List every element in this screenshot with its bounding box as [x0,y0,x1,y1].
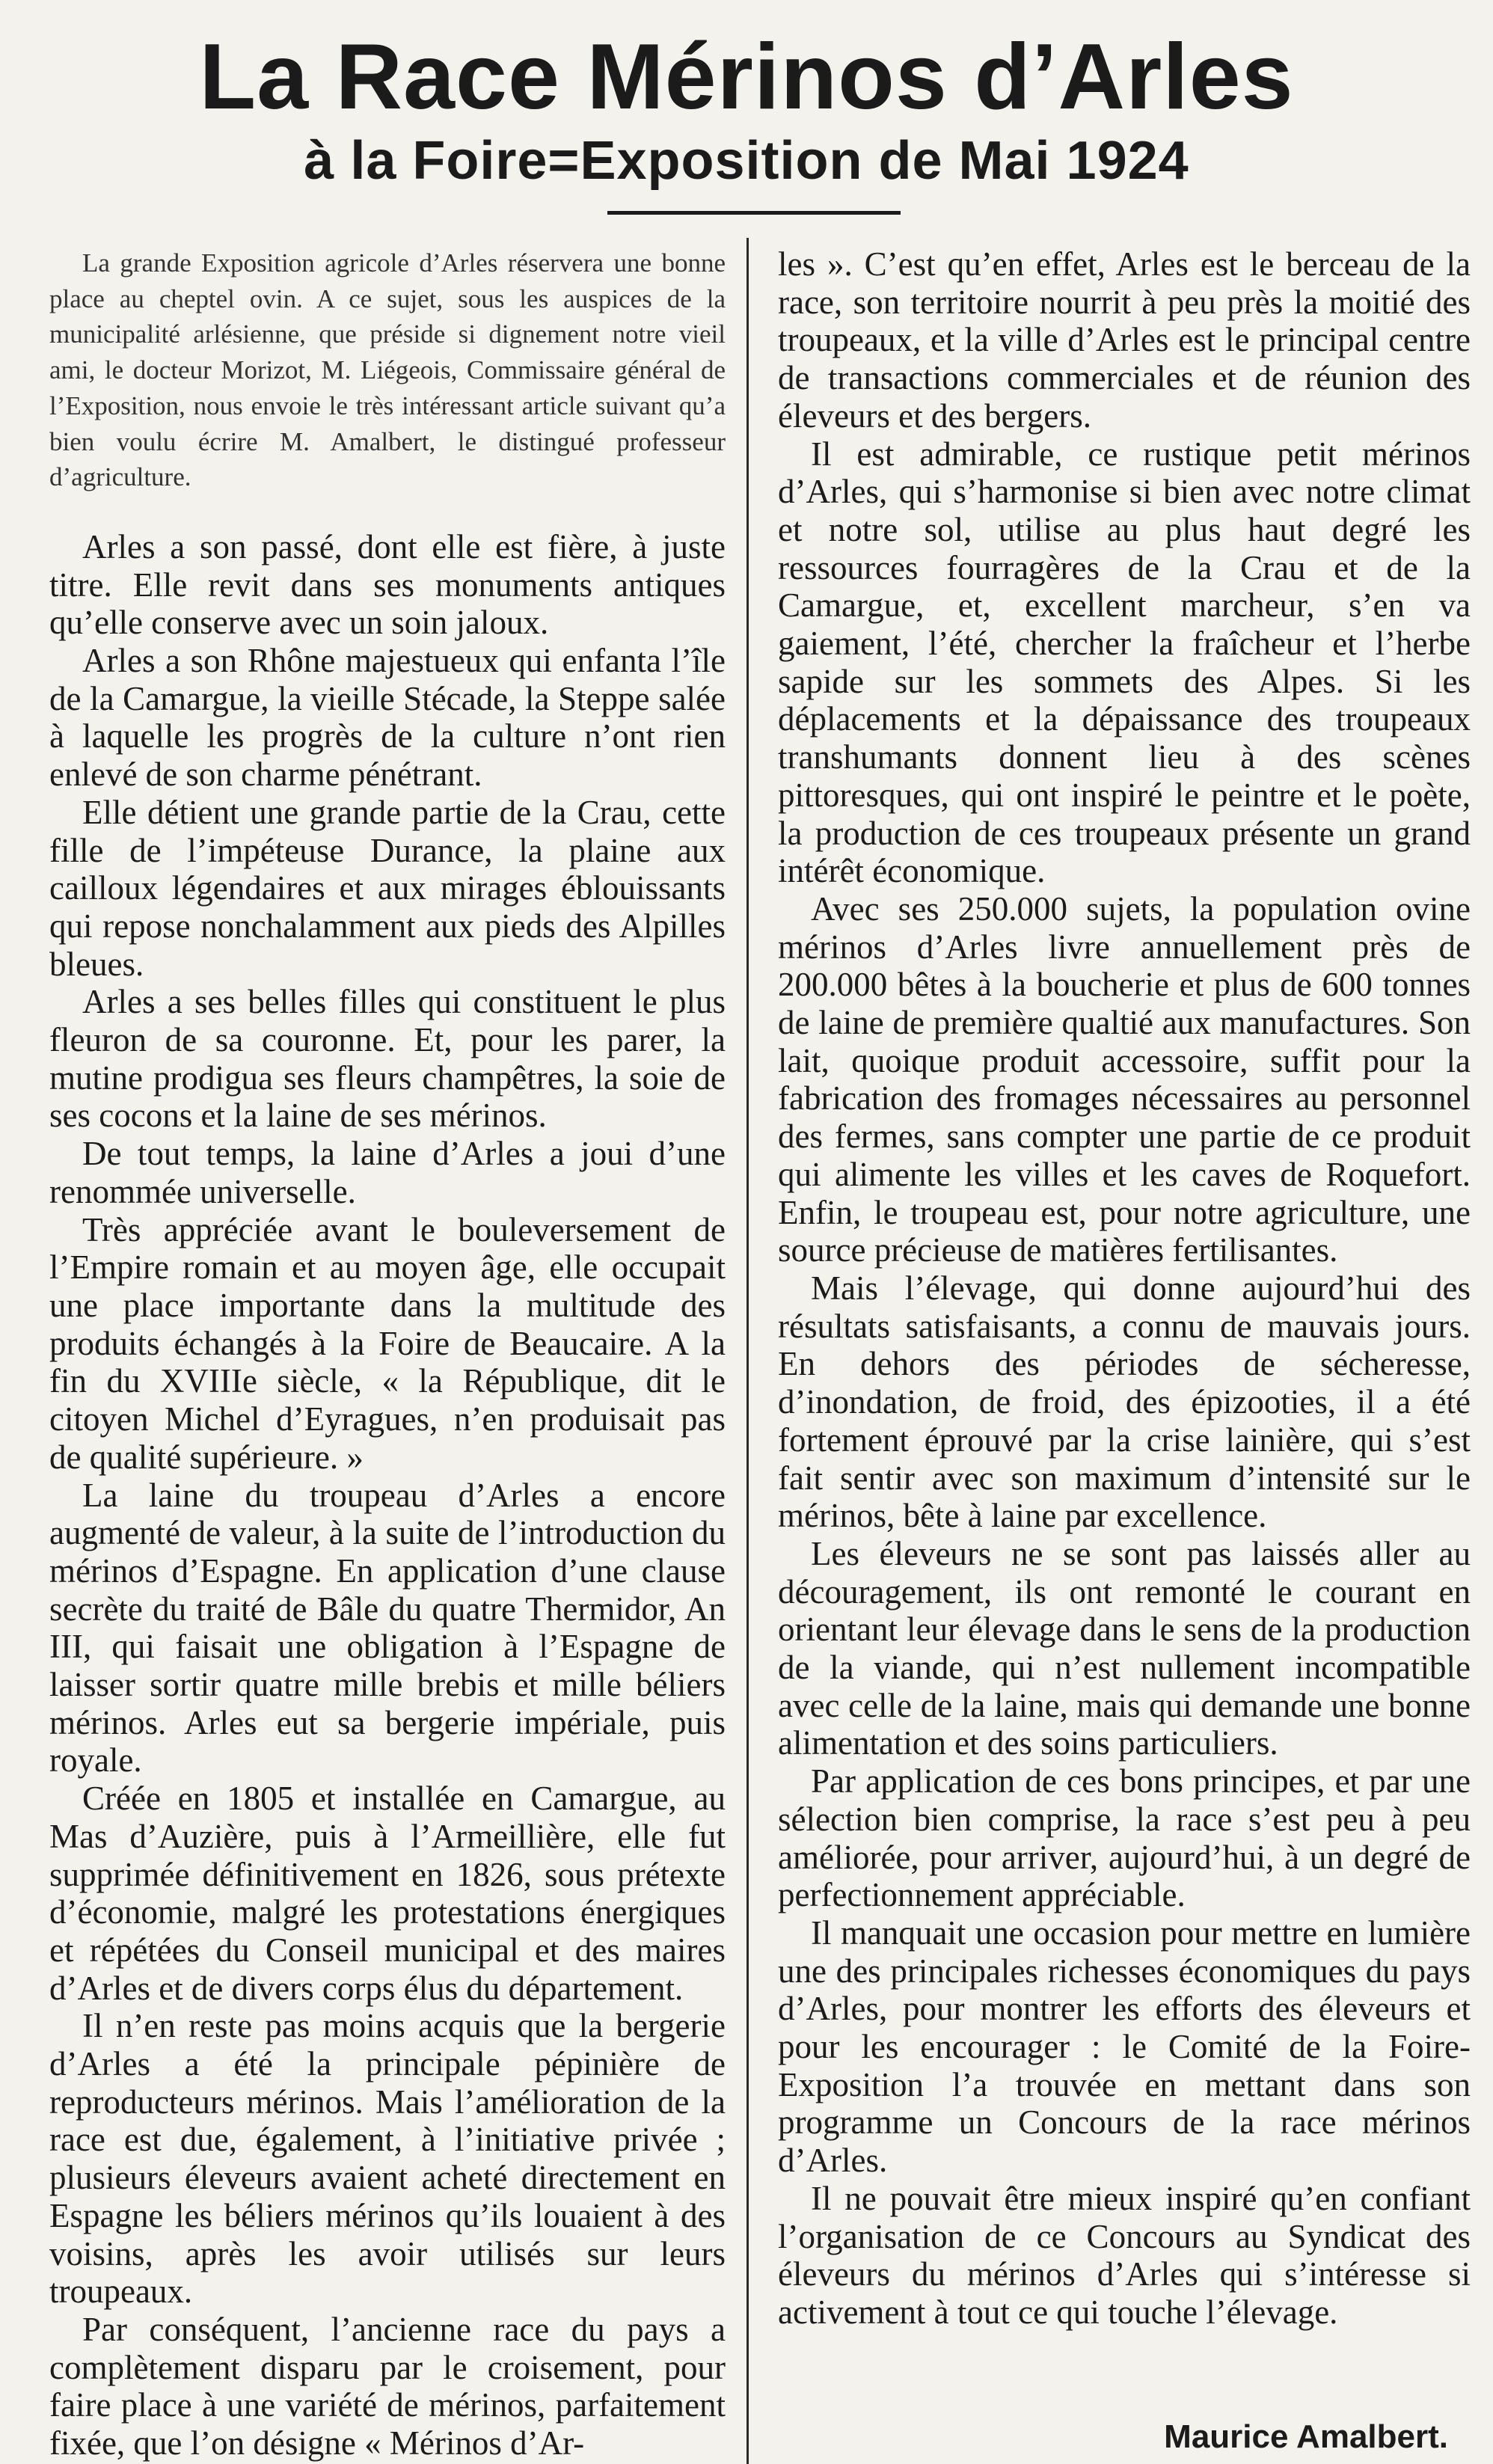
right-paragraph-6: Par application de ces bons principes, et par une sélection bien comprise, la race s’est peu à peu améliorée, pour arriver, aujourd’hui, à un degré de perfectionnement appréciable. [778,1762,1471,1914]
left-paragraph-5: De tout temps, la laine d’Arles a joui d’une renommée universelle. [49,1135,726,1210]
left-paragraph-2: Arles a son Rhône majestueux qui enfanta l’île de la Camargue, la vieille Stécade, la Steppe salée à laquelle les progrès de la culture n’ont rien enlevé de son charme pénétrant. [49,642,726,794]
left-paragraph-10: Par conséquent, l’ancienne race du pays a complètement disparu par le croisement, pour faire place à une variété de mérinos, parfaitement fixée, que l’on désigne « Mérinos d’Ar- [49,2310,726,2463]
right-column [778,245,1471,2332]
right-paragraph-4: Mais l’élevage, qui donne aujourd’hui des résultats satisfaisants, a connu de mauvais jours. En dehors des périodes de sécheresse, d’inondation, de froid, des épizooties, il a été fortement éprouvé par la crise lainière, qui s’est fait sentir avec son maximum d’intensité sur le mérinos, bête à laine par excellence. [778,1269,1471,1535]
column-divider [746,238,749,2464]
author-signature: Maurice Amalbert. [1164,2418,1448,2455]
right-paragraph-2: Il est admirable, ce rustique petit mérinos d’Arles, qui s’harmonise si bien avec notre climat et notre sol, utilise au plus haut degré les ressources fourragères de la Crau et de la Camargue, et, excellent marcheur, s’en va gaiement, l’été, chercher la fraîcheur et l’herbe sapide sur les sommets des Alpes. Si les déplacements et la dépaissance des troupeaux transhumants donnent lieu à des scènes pittoresques, qui ont inspiré le peintre et le poète, la production de ces troupeaux présente un grand intérêt économique. [778,435,1471,890]
article-title: La Race Mérinos d’Arles [199,25,1294,129]
left-paragraph-7: La laine du troupeau d’Arles a encore augmenté de valeur, à la suite de l’introduction du mérinos d’Espagne. En application d’une clause secrète du traité de Bâle du quatre Thermidor, An III, qui faisait une obligation à l’Espagne de laisser sortir quatre mille brebis et mille béliers mérinos. Arles eut sa bergerie impériale, puis royale. [49,1476,726,1780]
right-paragraph-1: les ». C’est qu’en effet, Arles est le berceau de la race, son territoire nourrit à peu près la moitié des troupeaux, et la ville d’Arles est le principal centre de transactions commerciales et de réunion des éleveurs et des bergers. [778,245,1471,435]
right-paragraph-3: Avec ses 250.000 sujets, la population ovine mérinos d’Arles livre annuellement près de 200.000 bêtes à la boucherie et plus de 600 tonnes de laine de première qualtié aux manufactures. Son lait, quoique produit accessoire, suffit pour la fabrication des fromages nécessaires au personnel des fermes, sans compter une partie de ce produit qui alimente les villes et les caves de Roquefort. Enfin, le troupeau est, pour notre agriculture, une source précieuse de matières fertilisantes. [778,889,1471,1269]
right-paragraph-7: Il manquait une occasion pour mettre en lumière une des principales richesses économiques du pays d’Arles, pour montrer les efforts des éleveurs et pour les encourager : le Comité de la Foire-Exposition l’a trouvée en mettant dans son programme un Concours de la race mérinos d’Arles. [778,1913,1471,2180]
left-paragraph-3: Elle détient une grande partie de la Crau, cette fille de l’impéteuse Durance, la plaine aux cailloux légendaires et aux mirages éblouissants qui repose nonchalamment aux pieds des Alpilles bleues. [49,793,726,983]
right-paragraph-5: Les éleveurs ne se sont pas laissés aller au découragement, ils ont remonté le courant en orientant leur élevage dans le sens de la production de la viande, qui n’est nullement incompatible avec celle de la laine, mais qui demande une bonne alimentation et des soins particuliers. [778,1534,1471,1762]
article-subtitle: à la Foire=Exposition de Mai 1924 [304,131,1189,191]
title-rule [607,211,901,215]
left-paragraph-8: Créée en 1805 et installée en Camargue, au Mas d’Auzière, puis à l’Armeillière, elle fut supprimée définitivement en 1826, sous prétexte d’économie, malgré les protestations énergiques et répétées du Conseil municipal et des maires d’Arles et de divers corps élus du département. [49,1780,726,2007]
left-column [49,245,726,2463]
left-paragraph-4: Arles a ses belles filles qui constituent le plus fleuron de sa couronne. Et, pour les parer, la mutine prodigua ses fleurs champêtres, la soie de ses cocons et la laine de ses mérinos. [49,983,726,1135]
intro-paragraph: La grande Exposition agricole d’Arles réservera une bonne place au cheptel ovin. A ce sujet, sous les auspices de la municipalité arlésienne, que préside si dignement notre vieil ami, le docteur Morizot, M. Liégeois, Commissaire général de l’Exposition, nous envoie le très intéressant article suivant qu’a bien voulu écrire M. Amalbert, le distingué professeur d’agriculture. [49,248,726,492]
left-paragraph-6: Très appréciée avant le bouleversement de l’Empire romain et au moyen âge, elle occupait une place importante dans la multitude des produits échangés à la Foire de Beaucaire. A la fin du XVIIIe siècle, « la République, dit le citoyen Michel d’Eyragues, n’en produisait pas de qualité supérieure. » [49,1210,726,1476]
right-paragraph-8: Il ne pouvait être mieux inspiré qu’en confiant l’organisation de ce Concours au Syndicat des éleveurs du mérinos d’Arles qui s’intéresse si activement à tout ce qui touche l’élevage. [778,2179,1471,2331]
left-paragraph-9: Il n’en reste pas moins acquis que la bergerie d’Arles a été la principale pépinière de reproducteurs mérinos. Mais l’amélioration de la race est due, également, à l’initiative privée ; plusieurs éleveurs avaient acheté directement en Espagne les béliers mérinos qu’ils louaient à des voisins, après les avoir utilisés sur leurs troupeaux. [49,2007,726,2311]
left-paragraph-1: Arles a son passé, dont elle est fière, à juste titre. Elle revit dans ses monuments antiques qu’elle conserve avec un soin jaloux. [49,527,726,642]
